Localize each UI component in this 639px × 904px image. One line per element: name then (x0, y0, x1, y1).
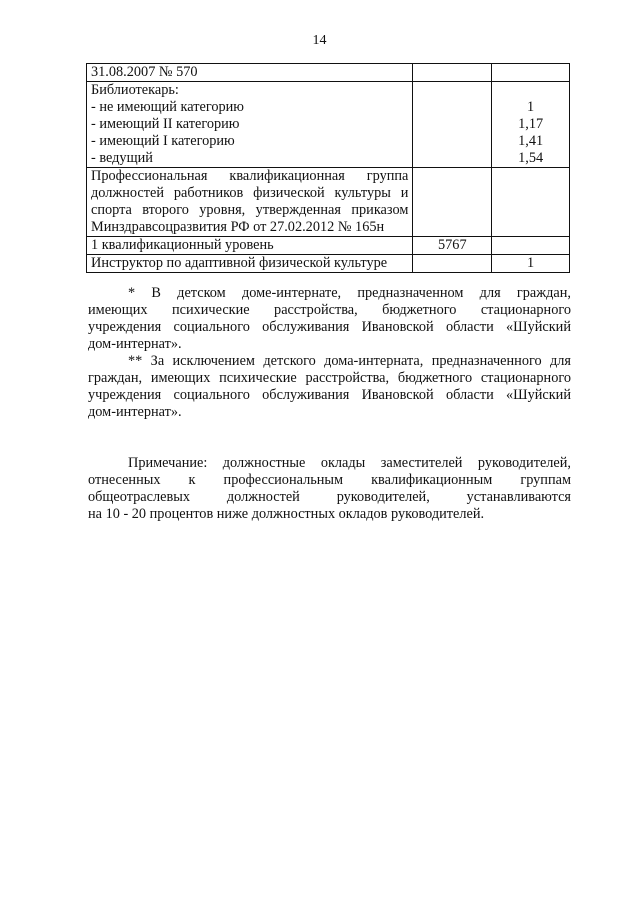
coefficient-line: 1 (527, 99, 535, 115)
footnote-line: * В детском доме-интернате, предназначенном для граждан, (128, 285, 571, 301)
position-line: должностей работников физической культуры и (91, 185, 409, 201)
table-row (87, 255, 570, 273)
footnote-line: учреждения социального обслуживания Ивановской области «Шуйский (88, 387, 571, 403)
position-line: Библиотекарь: (91, 82, 179, 98)
page-number: 14 (312, 33, 327, 48)
position-cell (87, 168, 413, 237)
table-row (87, 64, 570, 82)
salary-cell (413, 168, 492, 237)
salary-cell (413, 82, 492, 168)
salary-table (86, 63, 570, 273)
footnote-line: имеющих психические расстройства, бюджетного стационарного (88, 302, 571, 318)
position-line: 31.08.2007 № 570 (91, 64, 198, 80)
coefficient-cell (492, 237, 570, 255)
footnote-line: дом-интернат». (88, 336, 182, 352)
table-row (87, 168, 570, 237)
footnote-line: ** За исключением детского дома-интерната, предназначенного для (128, 353, 571, 369)
table-row (87, 237, 570, 255)
salary-cell: 5767 (413, 237, 492, 255)
note-line: на 10 - 20 процентов ниже должностных окладов руководителей. (88, 506, 485, 522)
position-cell (87, 237, 413, 255)
coefficient-cell: 1 (492, 255, 570, 273)
position-line: - имеющий I категорию (91, 133, 235, 149)
note-line: отнесенных к профессиональным квалификационным группам (88, 472, 571, 488)
note-line: общеотраслевых должностей руководителей, устанавливаются (88, 489, 571, 505)
footnote-line: дом-интернат». (88, 404, 182, 420)
position-line: - имеющий II категорию (91, 116, 240, 132)
coefficient-cell (492, 168, 570, 237)
note-paragraph (88, 455, 571, 523)
position-line: Инструктор по адаптивной физической культуре (91, 255, 388, 271)
salary-cell (413, 64, 492, 82)
position-line: Минздравсоцразвития РФ от 27.02.2012 № 165н (91, 219, 385, 235)
note-line: Примечание: должностные оклады заместителей руководителей, (128, 455, 571, 471)
footnote-line: учреждения социального обслуживания Ивановской области «Шуйский (88, 319, 571, 335)
footnote-double-asterisk (88, 353, 571, 421)
coefficient-cell (492, 82, 570, 168)
position-cell (87, 64, 413, 82)
salary-cell (413, 255, 492, 273)
footnotes (88, 285, 571, 523)
position-cell (87, 82, 413, 168)
coefficient-cell (492, 64, 570, 82)
coefficient-line: 1,54 (518, 150, 544, 166)
table-row (87, 82, 570, 168)
coefficient-line: 1,41 (518, 133, 544, 149)
position-line: 1 квалификационный уровень (91, 237, 274, 253)
coefficient-line: 1,17 (518, 116, 544, 132)
position-line: Профессиональная квалификационная группа (91, 168, 409, 184)
position-line: спорта второго уровня, утвержденная приказом (91, 202, 409, 218)
coefficient-line (496, 82, 565, 99)
position-line: - ведущий (91, 150, 153, 166)
position-line: - не имеющий категорию (91, 99, 244, 115)
position-cell (87, 255, 413, 273)
footnote-single-asterisk (88, 285, 571, 353)
footnote-line: граждан, имеющих психические расстройства, бюджетного стационарного (88, 370, 571, 386)
